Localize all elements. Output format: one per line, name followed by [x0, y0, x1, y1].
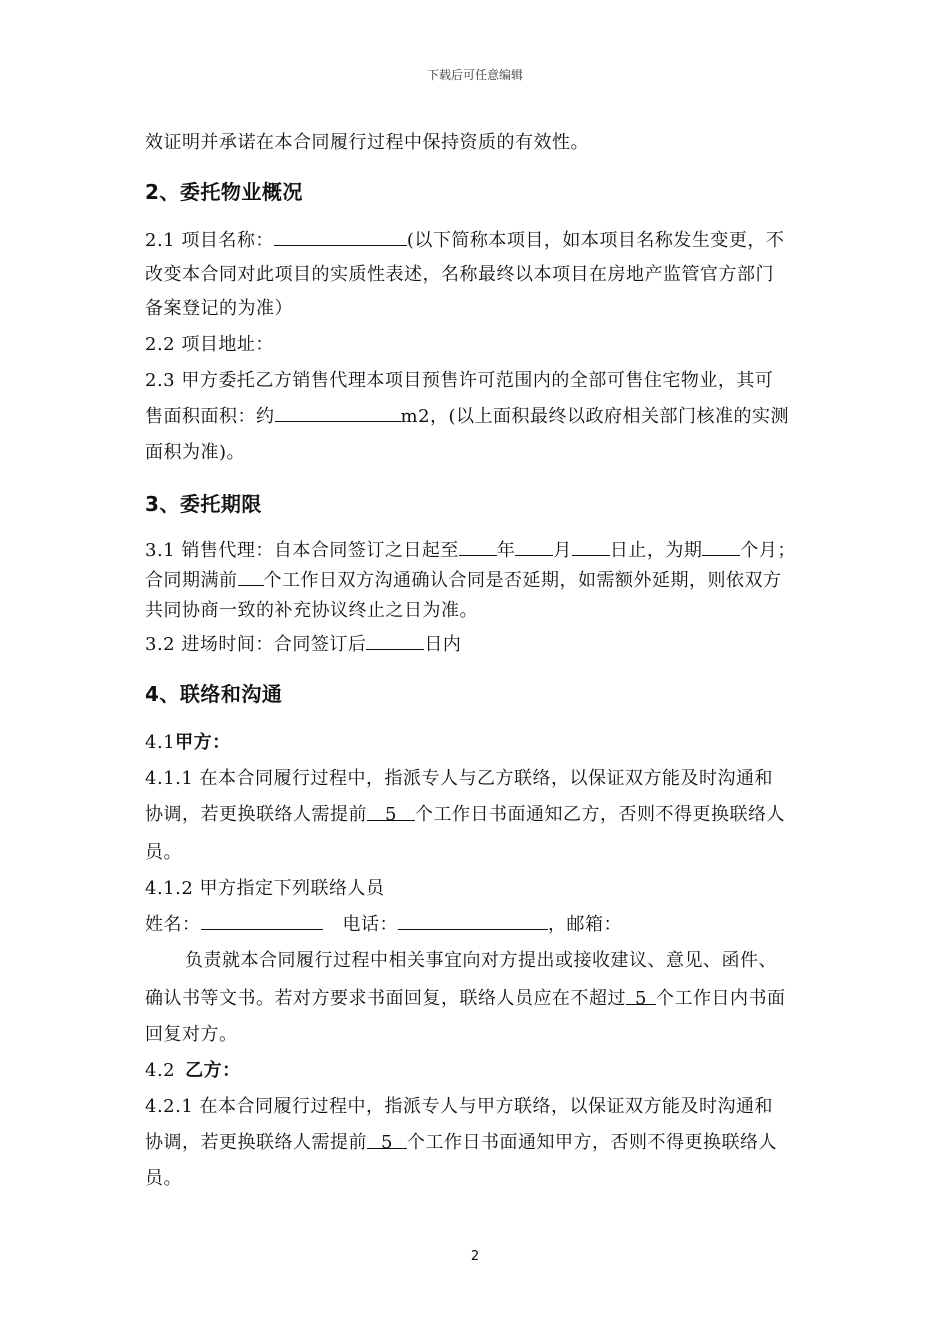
- text: 年: [496, 540, 516, 561]
- text: 个工作日书面通知甲方，否则不得更换联络人: [407, 1132, 777, 1153]
- text: 4.2.1 在本合同履行过程中，指派专人与甲方联络，以保证双方能及时沟通和: [145, 1096, 774, 1117]
- text: 负责就本合同履行过程中相关事宜向对方提出或接收建议、意见、函件、: [185, 950, 777, 971]
- paragraph-line: [145, 728, 815, 754]
- text: 2.3 甲方委托乙方销售代理本项目预售许可范围内的全部可售住宅物业，其可: [145, 370, 774, 391]
- paragraph-line: [145, 984, 815, 1010]
- project-name-blank: [274, 229, 407, 246]
- paragraph-line: [145, 1056, 815, 1082]
- paragraph-line: [145, 1020, 815, 1046]
- text: 4.1: [145, 732, 176, 753]
- paragraph-line: [185, 946, 855, 972]
- paragraph-line: [145, 1092, 815, 1118]
- text: 姓名：: [145, 914, 201, 935]
- day-blank: [572, 539, 610, 556]
- text: 个工作日书面通知乙方，否则不得更换联络人: [415, 804, 785, 825]
- text: 协调，若更换联络人需提前: [145, 804, 367, 825]
- text: 日内: [424, 634, 462, 655]
- months-blank: [702, 539, 740, 556]
- paragraph-line: [145, 536, 815, 562]
- paragraph-line: [145, 1128, 815, 1154]
- text: 4.1.2 甲方指定下列联络人员: [145, 878, 385, 899]
- text: 协调，若更换联络人需提前: [145, 1132, 367, 1153]
- paragraph-line: [145, 800, 815, 826]
- party-a-label: 甲方：: [175, 732, 231, 753]
- paragraph-line: [145, 1164, 815, 1190]
- year-blank: [459, 539, 497, 556]
- text: 共同协商一致的补充协议终止之日为准。: [145, 600, 478, 621]
- month-blank: [515, 539, 553, 556]
- contact-name-blank: [201, 913, 323, 930]
- text: 售面积面积：约: [145, 406, 275, 427]
- paragraph-line: [145, 764, 815, 790]
- paragraph-line: [145, 330, 815, 356]
- notice-days-value: 5: [367, 1132, 407, 1149]
- paragraph-line: [145, 226, 815, 252]
- text: 日止，为期: [609, 540, 703, 561]
- text: 4.2: [145, 1060, 176, 1081]
- paragraph-line: [145, 910, 815, 936]
- text: (以下简称本项目，如本项目名称发生变更，不: [406, 230, 785, 251]
- paragraph-line: [145, 260, 815, 286]
- text: 3.2 进场时间：合同签订后: [145, 634, 367, 655]
- area-blank: [275, 405, 401, 422]
- workdays-blank: [238, 569, 264, 586]
- text: m2，(以上面积最终以政府相关部门核准的实测: [400, 406, 790, 427]
- text: 效证明并承诺在本合同履行过程中保持资质的有效性。: [145, 132, 589, 153]
- text: 4.1.1 在本合同履行过程中，指派专人与乙方联络，以保证双方能及时沟通和: [145, 768, 774, 789]
- page-number: 2: [470, 1249, 480, 1264]
- paragraph-line: [145, 874, 815, 900]
- party-b-label: 乙方：: [185, 1060, 241, 1081]
- notice-days-value: 5: [367, 804, 415, 821]
- text: 面积为准)。: [145, 442, 246, 463]
- paragraph-line: [145, 402, 815, 428]
- paragraph-line: [145, 596, 815, 622]
- text: ，邮箱：: [548, 914, 622, 935]
- text: 3.1 销售代理：自本合同签订之日起至: [145, 540, 459, 561]
- paragraph-line: [145, 366, 815, 392]
- text: 改变本合同对此项目的实质性表述，名称最终以本项目在房地产监管官方部门: [145, 264, 774, 285]
- text: 员。: [145, 842, 182, 863]
- reply-days-value: 5: [626, 988, 656, 1005]
- paragraph-line: [145, 128, 815, 154]
- section-heading-3: 3、委托期限: [145, 492, 262, 516]
- text: 电话：: [342, 914, 398, 935]
- text: 确认书等文书。若对方要求书面回复，联络人员应在不超过: [145, 988, 626, 1009]
- text: 月: [553, 540, 572, 561]
- text: 备案登记的为准）: [145, 298, 293, 319]
- text: 个工作日内书面: [656, 988, 786, 1009]
- paragraph-line: [145, 438, 815, 464]
- text: 员。: [145, 1168, 182, 1189]
- section-heading-4: 4、联络和沟通: [145, 682, 283, 706]
- paragraph-line: [145, 294, 815, 320]
- paragraph-line: [145, 630, 815, 656]
- paragraph-line: [145, 566, 815, 592]
- section-heading-2: 2、委托物业概况: [145, 180, 303, 204]
- paragraph-line: [145, 838, 815, 864]
- entry-days-blank: [366, 633, 424, 650]
- contact-phone-blank: [398, 913, 548, 930]
- header-watermark: 下载后可任意编辑: [426, 68, 523, 82]
- text: 2.2 项目地址：: [145, 334, 274, 355]
- text: 个月；: [740, 540, 796, 561]
- text: 2.1 项目名称：: [145, 230, 274, 251]
- text: 合同期满前: [145, 570, 238, 591]
- text: 回复对方。: [145, 1024, 238, 1045]
- text: 个工作日双方沟通确认合同是否延期，如需额外延期，则依双方: [263, 570, 782, 591]
